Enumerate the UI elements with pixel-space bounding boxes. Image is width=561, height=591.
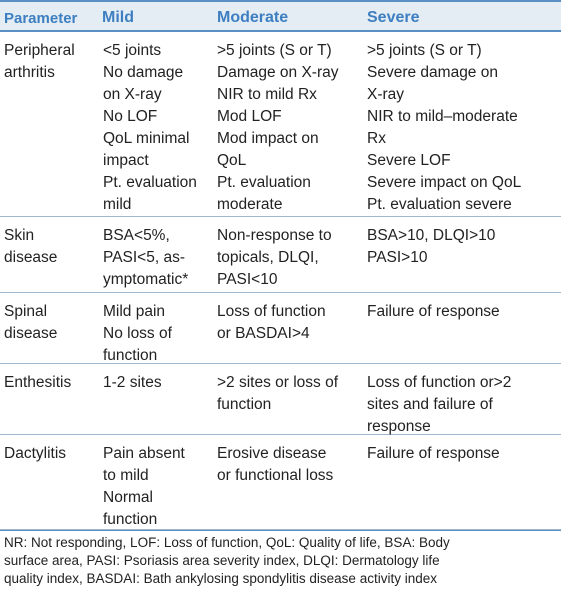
cell-parameter	[4, 443, 66, 465]
cell-line: <5 joints	[103, 42, 162, 59]
cell-line: Severe LOF	[367, 152, 451, 169]
cell-line: No loss of	[103, 325, 172, 342]
cell-line: NIR to mild Rx	[217, 86, 317, 103]
cell-severe	[367, 372, 511, 438]
cell-mild	[103, 443, 185, 531]
footnote-line: NR: Not responding, LOF: Loss of function, QoL: Quality of life, BSA: Body	[4, 535, 450, 550]
cell-line: disease	[4, 325, 58, 342]
footnote-line: quality index, BASDAI: Bath ankylosing spondylitis disease activity index	[4, 571, 437, 586]
cell-mild	[103, 225, 188, 291]
cell-severe	[367, 225, 495, 269]
cell-line: No LOF	[103, 108, 158, 125]
cell-parameter	[4, 301, 57, 345]
cell-line: mild	[103, 196, 132, 213]
table-row	[0, 364, 561, 435]
cell-line: function	[103, 511, 158, 528]
cell-line: Loss of function or>2	[367, 374, 512, 391]
cell-line: Mod impact on	[217, 130, 319, 147]
header-moderate: Moderate	[217, 9, 289, 26]
table-header	[0, 0, 561, 32]
cell-moderate	[217, 372, 338, 416]
cell-line: Spinal	[4, 303, 48, 320]
cell-line: Pt. evaluation	[217, 174, 311, 191]
cell-mild	[103, 301, 172, 367]
cell-line: Rx	[367, 130, 386, 147]
cell-line: PASI<10	[217, 271, 278, 288]
cell-moderate	[217, 301, 326, 345]
cell-line: No damage	[103, 64, 184, 81]
cell-line: 1-2 sites	[103, 374, 162, 391]
cell-line: >5 joints (S or T)	[367, 42, 482, 59]
table-row	[0, 32, 561, 217]
cell-line: Mild pain	[103, 303, 166, 320]
cell-parameter	[4, 40, 75, 84]
cell-line: arthritis	[4, 64, 55, 81]
header-severe: Severe	[367, 9, 420, 26]
cell-moderate	[217, 443, 333, 487]
footnote-line: surface area, PASI: Psoriasis area severity index, DLQI: Dermatology life	[4, 553, 440, 568]
cell-line: PASI<5, as-	[103, 249, 185, 266]
cell-line: impact	[103, 152, 149, 169]
cell-line: Erosive disease	[217, 445, 327, 462]
cell-severe	[367, 40, 521, 216]
cell-line: moderate	[217, 196, 283, 213]
cell-line: X-ray	[367, 86, 405, 103]
cell-parameter	[4, 225, 57, 269]
cell-severe	[367, 301, 500, 323]
cell-mild	[103, 40, 197, 216]
cell-line: Failure of response	[367, 303, 500, 320]
table-footnote	[4, 534, 557, 588]
cell-line: Pt. evaluation	[103, 174, 197, 191]
cell-line: QoL minimal	[103, 130, 190, 147]
table-row	[0, 435, 561, 530]
cell-line: Severe damage on	[367, 64, 498, 81]
cell-line: or BASDAI>4	[217, 325, 310, 342]
cell-line: Peripheral	[4, 42, 75, 59]
cell-severe	[367, 443, 500, 465]
cell-line: Damage on X-ray	[217, 64, 339, 81]
cell-line: Normal	[103, 489, 153, 506]
cell-line: >5 joints (S or T)	[217, 42, 332, 59]
cell-line: sites and failure of	[367, 396, 493, 413]
cell-line: Pt. evaluation severe	[367, 196, 512, 213]
cell-moderate	[217, 40, 338, 216]
cell-line: Non-response to	[217, 227, 332, 244]
cell-line: BSA<5%,	[103, 227, 170, 244]
cell-mild	[103, 372, 162, 394]
cell-line: to mild	[103, 467, 149, 484]
cell-line: BSA>10, DLQI>10	[367, 227, 496, 244]
cell-parameter	[4, 372, 71, 394]
cell-line: Pain absent	[103, 445, 185, 462]
header-mild: Mild	[102, 9, 134, 26]
cell-line: or functional loss	[217, 467, 334, 484]
cell-line: topicals, DLQI,	[217, 249, 319, 266]
cell-line: PASI>10	[367, 249, 428, 266]
cell-line: NIR to mild–moderate	[367, 108, 518, 125]
table-row	[0, 293, 561, 364]
cell-line: ymptomatic*	[103, 271, 189, 288]
cell-line: response	[367, 418, 431, 435]
table-row	[0, 217, 561, 293]
cell-line: disease	[4, 249, 58, 266]
cell-line: Skin	[4, 227, 35, 244]
cell-line: Failure of response	[367, 445, 500, 462]
footnote-divider	[0, 530, 561, 531]
cell-line: Loss of function	[217, 303, 326, 320]
cell-line: function	[103, 347, 158, 364]
cell-moderate	[217, 225, 332, 291]
cell-line: Severe impact on QoL	[367, 174, 522, 191]
cell-line: function	[217, 396, 272, 413]
cell-line: Dactylitis	[4, 445, 67, 462]
cell-line: on X-ray	[103, 86, 162, 103]
cell-line: Mod LOF	[217, 108, 282, 125]
cell-line: QoL	[217, 152, 247, 169]
cell-line: >2 sites or loss of	[217, 374, 339, 391]
header-parameter: Parameter	[4, 10, 78, 27]
cell-line: Enthesitis	[4, 374, 72, 391]
